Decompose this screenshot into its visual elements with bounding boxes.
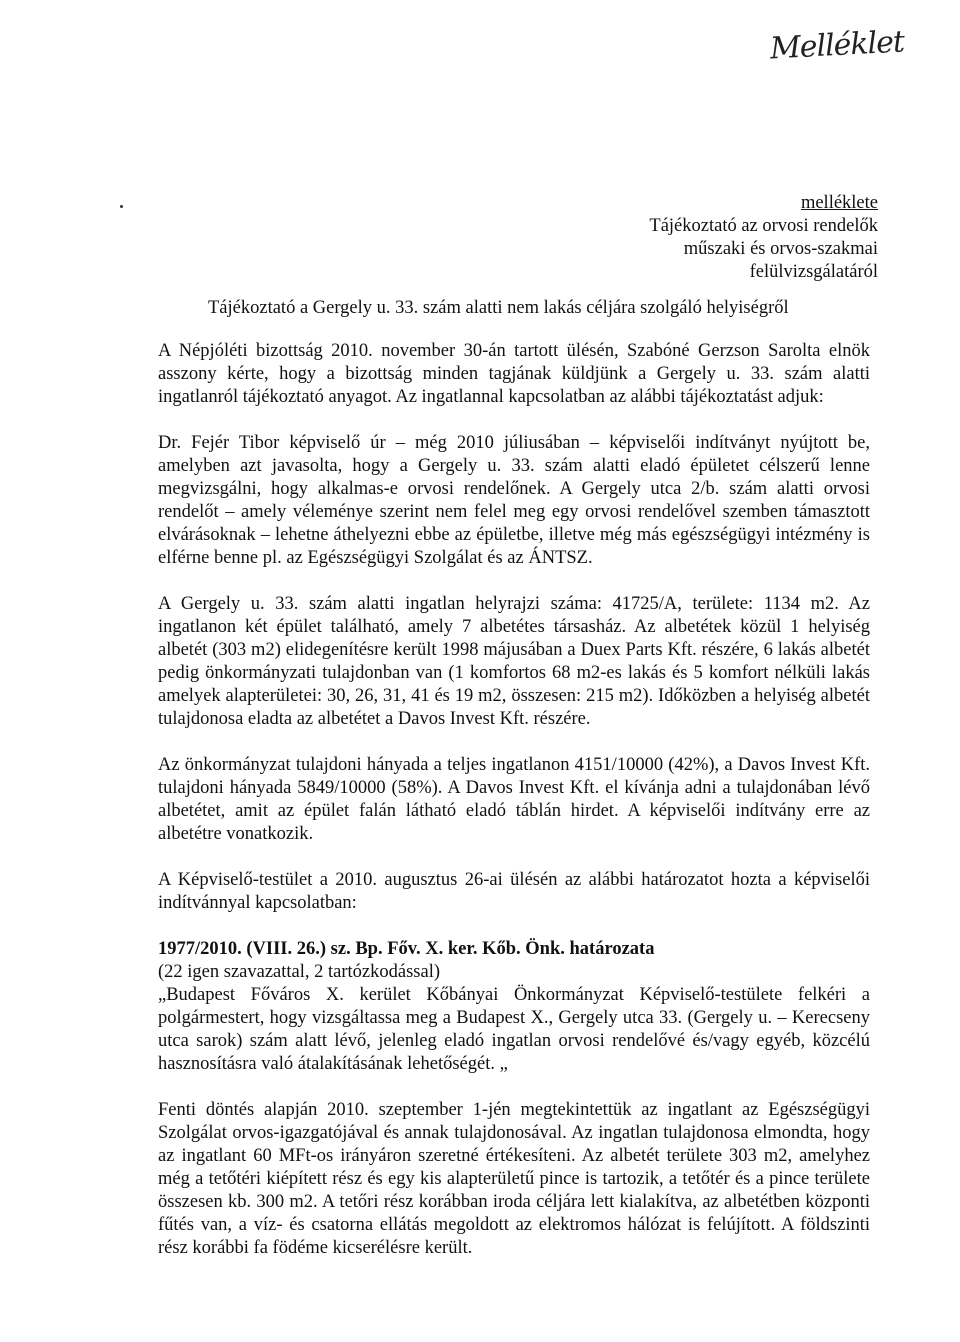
header-line-2: Tájékoztató az orvosi rendelők xyxy=(649,216,878,236)
scan-speck xyxy=(120,205,123,208)
document-subject: Tájékoztató a Gergely u. 33. szám alatti nem lakás céljára szolgáló helyiségről xyxy=(208,298,789,318)
paragraph-motion: Dr. Fejér Tibor képviselő úr – még 2010 júliusában – képviselői indítványt nyújtott be, amelyben azt javasolta, hogy a Gergely u. 33. szám alatti eladó épületet célszerű lenne megvizsgálni, hogy alkalmas-e orvosi rendelőnek. A Gergely utca 2/b. szám alatti orvosi rendelőt – amely véleménye szerint nem felel meg egy orvosi rendelővel szemben támasztott elvárásoknak – lehetne áthelyezni ebbe az épületbe, illetve még más egészségügyi intézmény is elférne benne pl. az Egészségügyi Szolgálat és az ÁNTSZ. xyxy=(158,433,870,568)
header-line-3: műszaki és orvos-szakmai xyxy=(683,239,878,259)
header-line-1: melléklete xyxy=(800,193,878,213)
resolution-text: „Budapest Főváros X. kerület Kőbányai Önkormányzat Képviselő-testülete felkéri a polgármestert, hogy vizsgáltassa meg a Budapest X., Gergely utca 33. (Gergely u. – Kerecseny utca sarok) szám alatt lévő, jelenleg eladó ingatlan orvosi rendelővé és/vagy egyéb, közcélú hasznosításra való átalakításának lehetőségét. „ xyxy=(158,985,870,1074)
paragraph-intro: A Népjóléti bizottság 2010. november 30-án tartott ülésén, Szabóné Gerzson Sarolta elnök asszony kérte, hogy a bizottság minden tagjának küldjünk a Gergely u. 33. szám alatti ingatlanról tájékoztató anyagot. Az ingatlannal kapcsolatban az alábbi tájékoztatást adjuk: xyxy=(158,341,870,407)
paragraph-property: A Gergely u. 33. szám alatti ingatlan helyrajzi száma: 41725/A, területe: 1134 m2. Az ingatlanon két épület található, amely 7 albetétes társasház. Az albetétek közül 1 helyiség albetét (303 m2) elidegenítésre került 1998 májusában a Duex Parts Kft. részére, 6 lakás albetét pedig önkormányzati tulajdonban van (1 komfortos 68 m2-es lakás és 5 komfort nélküli lakás amelyek alapterületei: 30, 26, 31, 41 és 19 m2, összesen: 215 m2). Időközben a helyiség albetét tulajdonosa eladta az albetétet a Davos Invest Kft. részére. xyxy=(158,594,870,729)
paragraph-council: A Képviselő-testület a 2010. augusztus 26-ai ülésén az alábbi határozatot hozta a képviselői indítvánnyal kapcsolatban: xyxy=(158,870,870,913)
document-body xyxy=(158,340,870,1283)
paragraph-ownership: Az önkormányzat tulajdoni hányada a teljes ingatlanon 4151/10000 (42%), a Davos Invest Kft. tulajdoni hányada 5849/10000 (58%). A Davos Invest Kft. el kívánja adni a tulajdonában lévő albetétet, amit az épület falán látható eladó táblán hirdet. A képviselői indítvány erre az albetétre vonatkozik. xyxy=(158,755,870,844)
attachment-header xyxy=(649,192,878,284)
handwritten-note: Melléklet xyxy=(769,24,905,67)
resolution-title: 1977/2010. (VIII. 26.) sz. Bp. Főv. X. ker. Kőb. Önk. határozata xyxy=(158,939,655,959)
paragraph-inspection: Fenti döntés alapján 2010. szeptember 1-jén megtekintettük az ingatlant az Egészségügyi Szolgálat orvos-igazgatójával és annak tulajdonosával. Az ingatlan tulajdonosa elmondta, hogy az ingatlant 60 MFt-os irányáron szeretné értékesíteni. Az albetét területe 303 m2, amelyhez még a tetőtéri kiépített rész és egy kis alapterületű pince is tartozik, a tetőtér és a pince területe összesen kb. 300 m2. A tetőri rész korábban iroda céljára lett kialakítva, az albetétben központi fűtés van, a víz- és csatorna ellátás megoldott az elektromos hálózat is felújított. A földszinti rész korábbi fa födéme kicserélésre került. xyxy=(158,1100,870,1258)
resolution-votes: (22 igen szavazattal, 2 tartózkodással) xyxy=(158,962,441,982)
header-line-4: felülvizsgálatáról xyxy=(749,262,878,282)
